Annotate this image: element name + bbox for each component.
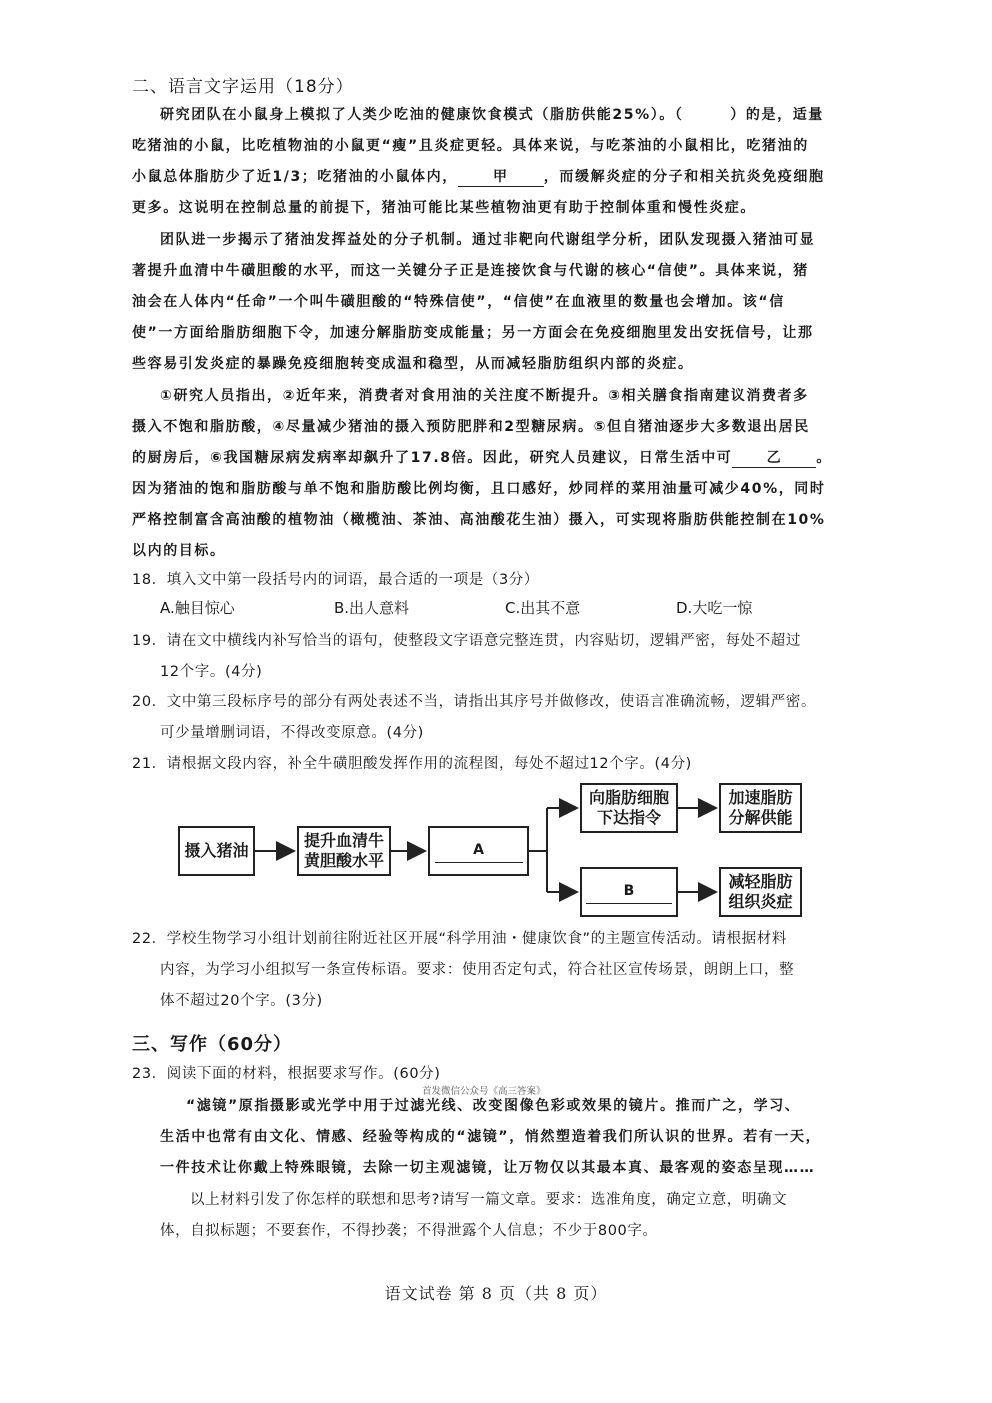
q23-requirement-line-1: 以上材料引发了你怎样的联想和思考?请写一篇文章。要求：选准角度，确定立意，明确文 xyxy=(190,1192,788,1208)
passage-p1-line-2: 吃猪油的小鼠，比吃植物油的小鼠更“瘦”且炎症更轻。具体来说，与吃茶油的小鼠相比，吃猪油的 xyxy=(132,138,809,154)
flow-box-a[interactable] xyxy=(428,826,529,876)
section-2-title: 二、语言文字运用（18分） xyxy=(132,77,354,97)
q23-material-line-3: 一件技术让你戴上特殊眼镜，去除一切主观滤镜，让万物仅以其最本真、最客观的姿态呈现…… xyxy=(160,1160,816,1176)
q23-requirement-line-2: 体，自拟标题；不要套作，不得抄袭；不得泄露个人信息；不少于800字。 xyxy=(160,1223,658,1239)
passage-p1-line-3-end: ，而缓解炎症的分子和相关抗炎免疫细胞 xyxy=(543,169,825,185)
passage-p1-line-3-start: 小鼠总体脂肪少了近1/3；吃猪油的小鼠体内， xyxy=(132,169,458,185)
flow-box-b-answer-line xyxy=(586,903,672,904)
q18-option-a[interactable]: A.触目惊心 xyxy=(160,599,235,617)
passage-p1-line-4: 更多。这说明在控制总量的前提下，猪油可能比某些植物油更有助于控制体重和慢性炎症。 xyxy=(132,200,756,216)
q19-line-2: 12个字。(4分) xyxy=(160,664,263,680)
blank-jia: 甲 xyxy=(458,166,544,187)
q18-option-d[interactable]: D.大吃一惊 xyxy=(676,599,753,617)
flow-box-step2-line2: 黄胆酸水平 xyxy=(303,851,384,870)
flow-box-start xyxy=(178,826,255,876)
flow-box-upper1 xyxy=(580,783,678,833)
flow-box-a-answer-line xyxy=(435,862,523,863)
passage-p2-line-2: 著提升血清中牛磺胆酸的水平，而这一关键分子正是连接饮食与代谢的核心“信使”。具体来说，猪 xyxy=(132,263,809,279)
passage-p3-line-5: 严格控制富含高油酸的植物油（橄榄油、茶油、高油酸花生油）摄入，可实现将脂肪供能控制在10% xyxy=(132,512,826,528)
flow-box-lower2 xyxy=(719,867,802,917)
q20-line-1: 20．文中第三段标序号的部分有两处表述不当，请指出其序号并做修改，使语言准确流畅，逻辑严密。 xyxy=(132,694,817,710)
q19-line-1: 19．请在文中横线内补写恰当的语句，使整段文字语意完整连贯，内容贴切，逻辑严密，每处不超过 xyxy=(132,633,801,649)
q22-line-2: 内容，为学习小组拟写一条宣传标语。要求：使用否定句式，符合社区宣传场景，朗朗上口，整 xyxy=(160,962,795,978)
flow-box-step2 xyxy=(297,826,391,876)
q23-stem: 23．阅读下面的材料，根据要求写作。(60分) xyxy=(132,1066,441,1082)
passage-p2-line-3: 油会在人体内“任命”一个叫牛磺胆酸的“特殊信使”，“信使”在血液里的数量也会增加。该“信 xyxy=(132,294,785,310)
passage-p3-line-6: 以内的目标。 xyxy=(132,543,226,559)
passage-p2-line-1: 团队进一步揭示了猪油发挥益处的分子机制。通过非靶向代谢组学分析，团队发现摄入猪油可显 xyxy=(160,232,816,248)
flow-box-start-label: 摄入猪油 xyxy=(184,841,249,860)
q22-line-1: 22．学校生物学习小组计划前往附近社区开展“科学用油・健康饮食”的主题宣传活动。请根据材料 xyxy=(132,931,787,947)
q20-line-2: 可少量增删词语，不得改变原意。(4分) xyxy=(160,725,424,741)
flow-box-upper2-line2: 分解供能 xyxy=(728,808,793,827)
q23-material-line-1: “滤镜”原指摄影或光学中用于过滤光线、改变图像色彩或效果的镜片。推而广之，学习、 xyxy=(186,1098,801,1114)
flow-box-lower2-line1: 减轻脂肪 xyxy=(728,872,793,891)
flow-box-b[interactable] xyxy=(580,867,678,917)
q18-option-c[interactable]: C.出其不意 xyxy=(505,599,581,617)
flow-box-step2-line1: 提升血清牛 xyxy=(303,831,384,850)
section-3-title: 三、写作（60分） xyxy=(132,1034,293,1055)
passage-p1-line-1: 研究团队在小鼠身上模拟了人类少吃油的健康饮食模式（脂肪供能25%）。（ ）的是，适量 xyxy=(160,107,824,123)
q18-option-b[interactable]: B.出人意料 xyxy=(334,599,410,617)
q18-stem: 18．填入文中第一段括号内的词语，最合适的一项是（3分） xyxy=(132,572,539,588)
passage-p3-line-1: ①研究人员指出，②近年来，消费者对食用油的关注度不断提升。③相关膳食指南建议消费者多 xyxy=(160,388,809,404)
passage-p3-line-3-end: 。 xyxy=(816,450,833,466)
flow-box-upper2-line1: 加速脂肪 xyxy=(728,788,793,807)
blank-yi: 乙 xyxy=(732,447,816,468)
q21-stem: 21．请根据文段内容，补全牛磺胆酸发挥作用的流程图，每处不超过12个字。(4分) xyxy=(132,756,692,772)
passage-p3-line-2: 摄入不饱和脂肪酸，④尽量减少猪油的摄入预防肥胖和2型糖尿病。⑤但自猪油逐步大多数退出居民 xyxy=(132,419,810,435)
q23-material-line-2: 生活中也常有由文化、情感、经验等构成的“滤镜”，悄然塑造着我们所认识的世界。若有一天， xyxy=(160,1129,822,1145)
passage-p2-line-4: 使”一方面给脂肪细胞下令，加速分解脂肪变成能量；另一方面会在免疫细胞里发出安抚信号，让那 xyxy=(132,325,814,341)
watermark: 首发微信公众号《高三答案》 xyxy=(422,1086,546,1097)
flow-box-upper1-line1: 向脂肪细胞 xyxy=(588,788,669,807)
flow-box-a-label: A xyxy=(473,841,484,858)
flow-box-upper2 xyxy=(719,783,802,833)
flow-box-b-label: B xyxy=(623,882,635,899)
flow-box-upper1-line2: 下达指令 xyxy=(596,808,661,827)
q22-line-3: 体不超过20个字。(3分) xyxy=(160,993,323,1009)
passage-p3-line-4: 因为猪油的饱和脂肪酸与单不饱和脂肪酸比例均衡，且口感好，炒同样的菜用油量可减少40%，同时 xyxy=(132,481,826,497)
passage-p2-line-5: 些容易引发炎症的暴躁免疫细胞转变成温和稳型，从而减轻脂肪组织内部的炎症。 xyxy=(132,356,694,372)
flow-box-lower2-line2: 组织炎症 xyxy=(728,892,793,911)
passage-p3-line-3-start: 的厨房后，⑥我国糖尿病发病率却飙升了17.8倍。因此，研究人员建议，日常生活中可 xyxy=(132,450,733,466)
page-footer: 语文试卷 第 8 页（共 8 页） xyxy=(384,1284,608,1303)
